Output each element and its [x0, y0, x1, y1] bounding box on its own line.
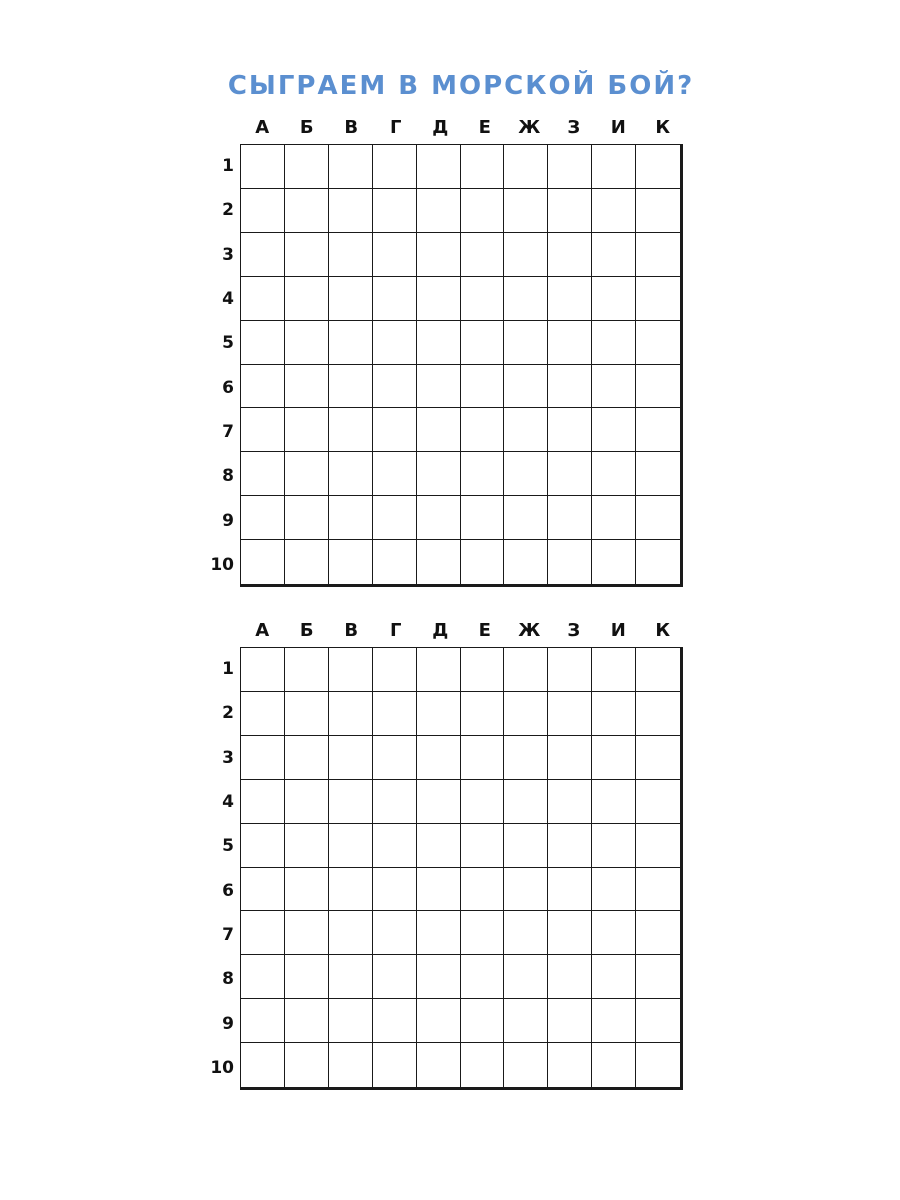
grid-cell[interactable]	[285, 408, 329, 452]
grid-cell[interactable]	[285, 452, 329, 496]
grid-cell[interactable]	[504, 496, 548, 540]
grid-cell[interactable]	[461, 365, 505, 409]
grid-cell[interactable]	[329, 540, 373, 584]
grid-cell[interactable]	[285, 277, 329, 321]
grid-cell[interactable]	[417, 496, 461, 540]
column-label: А	[255, 117, 270, 138]
grid-cell[interactable]	[636, 365, 680, 409]
grid-cell[interactable]	[636, 955, 680, 999]
column-label: Е	[478, 620, 491, 641]
grid-cell[interactable]	[461, 780, 505, 824]
grid-cell[interactable]	[504, 955, 548, 999]
grid-cell[interactable]	[592, 955, 636, 999]
grid-cell[interactable]	[285, 233, 329, 277]
grid-cell[interactable]	[504, 692, 548, 736]
row-label: 6	[222, 377, 234, 398]
grid-cell[interactable]	[461, 408, 505, 452]
grid-cell[interactable]	[285, 911, 329, 955]
grid-cell[interactable]	[548, 452, 592, 496]
row-label: 8	[222, 466, 234, 487]
grid-cell[interactable]	[548, 911, 592, 955]
grid-cell[interactable]	[504, 189, 548, 233]
row-label: 2	[222, 703, 234, 724]
column-label: Ж	[518, 620, 541, 641]
grid-cell[interactable]	[285, 824, 329, 868]
grid-cell[interactable]	[417, 145, 461, 189]
grid-cell[interactable]	[241, 868, 285, 912]
column-label: Д	[432, 117, 449, 138]
grid-cell[interactable]	[373, 540, 417, 584]
battleship-grid	[240, 647, 683, 1090]
column-label: В	[344, 117, 359, 138]
grid-cell[interactable]	[461, 321, 505, 365]
grid-cell[interactable]	[417, 277, 461, 321]
grid-cell[interactable]	[461, 648, 505, 692]
grid-cell[interactable]	[461, 145, 505, 189]
grid-cell[interactable]	[548, 780, 592, 824]
grid-cell[interactable]	[241, 736, 285, 780]
grid-cell[interactable]	[373, 277, 417, 321]
column-label: Г	[390, 620, 402, 641]
row-label: 1	[222, 659, 234, 680]
row-label: 7	[222, 924, 234, 945]
grid-cell[interactable]	[504, 824, 548, 868]
grid-cell[interactable]	[636, 408, 680, 452]
grid-cell[interactable]	[504, 277, 548, 321]
grid-cell[interactable]	[285, 736, 329, 780]
grid-cell[interactable]	[329, 277, 373, 321]
row-label: 9	[222, 510, 234, 531]
grid-cell[interactable]	[285, 496, 329, 540]
grid-cell[interactable]	[636, 452, 680, 496]
grid-cell[interactable]	[504, 868, 548, 912]
grid-cell[interactable]	[417, 452, 461, 496]
grid-cell[interactable]	[548, 824, 592, 868]
grid-cell[interactable]	[373, 496, 417, 540]
row-label: 3	[222, 747, 234, 768]
grid-cell[interactable]	[504, 365, 548, 409]
grid-cell[interactable]	[285, 365, 329, 409]
grid-cell[interactable]	[504, 145, 548, 189]
grid-cell[interactable]	[373, 911, 417, 955]
row-label: 3	[222, 244, 234, 265]
column-label: Б	[299, 620, 314, 641]
grid-cell[interactable]	[417, 408, 461, 452]
grid-cell[interactable]	[548, 408, 592, 452]
column-label: А	[255, 620, 270, 641]
grid-cell[interactable]	[285, 868, 329, 912]
grid-cell[interactable]	[548, 540, 592, 584]
row-label: 10	[210, 1057, 234, 1078]
row-label: 10	[210, 554, 234, 575]
grid-cell[interactable]	[417, 540, 461, 584]
grid-cell[interactable]	[461, 233, 505, 277]
row-labels	[200, 144, 236, 587]
grid-cell[interactable]	[417, 911, 461, 955]
grid-cell[interactable]	[373, 824, 417, 868]
grid-cell[interactable]	[329, 233, 373, 277]
grid-cell[interactable]	[636, 692, 680, 736]
grid-cell[interactable]	[417, 648, 461, 692]
grid-cell[interactable]	[548, 365, 592, 409]
grid-cell[interactable]	[504, 736, 548, 780]
grid-cell[interactable]	[373, 736, 417, 780]
grid-cell[interactable]	[285, 955, 329, 999]
grid-cell[interactable]	[592, 496, 636, 540]
row-label: 5	[222, 333, 234, 354]
grid-cell[interactable]	[461, 189, 505, 233]
row-labels	[200, 647, 236, 1090]
grid-cell[interactable]	[329, 780, 373, 824]
grid-cell[interactable]	[329, 824, 373, 868]
grid-cell[interactable]	[461, 452, 505, 496]
grid-cell[interactable]	[636, 496, 680, 540]
grid-cell[interactable]	[548, 496, 592, 540]
column-labels	[240, 616, 685, 646]
row-label: 2	[222, 200, 234, 221]
row-label: 4	[222, 792, 234, 813]
grid-cell[interactable]	[285, 540, 329, 584]
grid-cell[interactable]	[592, 189, 636, 233]
grid-cell[interactable]	[329, 365, 373, 409]
grid-cell[interactable]	[285, 1043, 329, 1087]
grid-cell[interactable]	[241, 648, 285, 692]
grid-cell[interactable]	[373, 780, 417, 824]
grid-cell[interactable]	[329, 911, 373, 955]
column-labels	[240, 113, 685, 143]
grid-cell[interactable]	[417, 780, 461, 824]
grid-cell[interactable]	[636, 824, 680, 868]
column-label: Ж	[518, 117, 541, 138]
grid-cell[interactable]	[373, 189, 417, 233]
grid-cell[interactable]	[417, 233, 461, 277]
grid-cell[interactable]	[417, 736, 461, 780]
column-label: Е	[478, 117, 491, 138]
grid-cell[interactable]	[461, 496, 505, 540]
grid-cell[interactable]	[592, 868, 636, 912]
grid-cell[interactable]	[592, 648, 636, 692]
grid-cell[interactable]	[504, 452, 548, 496]
grid-cell[interactable]	[636, 868, 680, 912]
grid-cell[interactable]	[373, 868, 417, 912]
row-label: 8	[222, 969, 234, 990]
battleship-board-top	[200, 113, 690, 589]
grid-cell[interactable]	[417, 321, 461, 365]
grid-cell[interactable]	[548, 868, 592, 912]
grid-cell[interactable]	[241, 955, 285, 999]
grid-cell[interactable]	[548, 1043, 592, 1087]
grid-cell[interactable]	[373, 233, 417, 277]
grid-cell[interactable]	[636, 233, 680, 277]
grid-cell[interactable]	[241, 233, 285, 277]
row-label: 6	[222, 880, 234, 901]
row-label: 9	[222, 1013, 234, 1034]
grid-cell[interactable]	[548, 277, 592, 321]
grid-cell[interactable]	[636, 540, 680, 584]
grid-cell[interactable]	[241, 540, 285, 584]
grid-cell[interactable]	[417, 868, 461, 912]
grid-cell[interactable]	[592, 736, 636, 780]
grid-cell[interactable]	[329, 736, 373, 780]
grid-cell[interactable]	[504, 321, 548, 365]
grid-cell[interactable]	[504, 648, 548, 692]
grid-cell[interactable]	[636, 189, 680, 233]
grid-cell[interactable]	[373, 321, 417, 365]
grid-cell[interactable]	[504, 999, 548, 1043]
grid-cell[interactable]	[417, 955, 461, 999]
grid-cell[interactable]	[548, 999, 592, 1043]
grid-cell[interactable]	[373, 408, 417, 452]
grid-cell[interactable]	[373, 955, 417, 999]
grid-cell[interactable]	[285, 780, 329, 824]
grid-cell[interactable]	[461, 824, 505, 868]
grid-cell[interactable]	[548, 145, 592, 189]
grid-cell[interactable]	[592, 452, 636, 496]
grid-cell[interactable]	[373, 365, 417, 409]
grid-cell[interactable]	[329, 321, 373, 365]
grid-cell[interactable]	[241, 692, 285, 736]
column-label: К	[655, 620, 671, 641]
grid-cell[interactable]	[241, 189, 285, 233]
grid-cell[interactable]	[373, 999, 417, 1043]
grid-cell[interactable]	[373, 1043, 417, 1087]
grid-cell[interactable]	[592, 277, 636, 321]
grid-cell[interactable]	[417, 824, 461, 868]
column-label: И	[610, 620, 626, 641]
grid-cell[interactable]	[373, 452, 417, 496]
battleship-grid	[240, 144, 683, 587]
grid-cell[interactable]	[504, 1043, 548, 1087]
grid-cell[interactable]	[592, 1043, 636, 1087]
grid-cell[interactable]	[548, 955, 592, 999]
column-label: Д	[432, 620, 449, 641]
grid-cell[interactable]	[636, 145, 680, 189]
grid-cell[interactable]	[373, 692, 417, 736]
grid-cell[interactable]	[592, 780, 636, 824]
column-label: В	[344, 620, 359, 641]
grid-cell[interactable]	[373, 648, 417, 692]
grid-cell[interactable]	[461, 277, 505, 321]
grid-cell[interactable]	[636, 277, 680, 321]
grid-cell[interactable]	[241, 1043, 285, 1087]
row-label: 1	[222, 156, 234, 177]
grid-cell[interactable]	[548, 736, 592, 780]
grid-cell[interactable]	[548, 692, 592, 736]
grid-cell[interactable]	[329, 999, 373, 1043]
grid-cell[interactable]	[285, 692, 329, 736]
grid-cell[interactable]	[504, 780, 548, 824]
grid-cell[interactable]	[592, 145, 636, 189]
grid-cell[interactable]	[241, 452, 285, 496]
row-label: 7	[222, 421, 234, 442]
grid-cell[interactable]	[329, 648, 373, 692]
grid-cell[interactable]	[504, 408, 548, 452]
grid-cell[interactable]	[241, 911, 285, 955]
grid-cell[interactable]	[285, 321, 329, 365]
grid-cell[interactable]	[636, 321, 680, 365]
grid-cell[interactable]	[504, 911, 548, 955]
grid-cell[interactable]	[461, 1043, 505, 1087]
column-label: З	[567, 620, 581, 641]
grid-cell[interactable]	[461, 955, 505, 999]
grid-cell[interactable]	[241, 277, 285, 321]
grid-cell[interactable]	[548, 233, 592, 277]
grid-cell[interactable]	[373, 145, 417, 189]
column-label: К	[655, 117, 671, 138]
grid-cell[interactable]	[592, 321, 636, 365]
grid-cell[interactable]	[592, 999, 636, 1043]
grid-cell[interactable]	[417, 189, 461, 233]
grid-cell[interactable]	[461, 911, 505, 955]
grid-cell[interactable]	[417, 999, 461, 1043]
grid-cell[interactable]	[241, 999, 285, 1043]
column-label: Б	[299, 117, 314, 138]
grid-cell[interactable]	[241, 780, 285, 824]
grid-cell[interactable]	[548, 321, 592, 365]
grid-cell[interactable]	[241, 408, 285, 452]
grid-cell[interactable]	[329, 868, 373, 912]
grid-cell[interactable]	[592, 233, 636, 277]
column-label: И	[610, 117, 626, 138]
grid-cell[interactable]	[461, 999, 505, 1043]
grid-cell[interactable]	[636, 999, 680, 1043]
grid-cell[interactable]	[329, 145, 373, 189]
grid-cell[interactable]	[548, 189, 592, 233]
grid-cell[interactable]	[285, 999, 329, 1043]
grid-cell[interactable]	[592, 911, 636, 955]
grid-cell[interactable]	[504, 540, 548, 584]
grid-cell[interactable]	[417, 1043, 461, 1087]
grid-cell[interactable]	[329, 408, 373, 452]
grid-cell[interactable]	[285, 648, 329, 692]
grid-cell[interactable]	[592, 824, 636, 868]
grid-cell[interactable]	[592, 540, 636, 584]
grid-cell[interactable]	[329, 189, 373, 233]
grid-cell[interactable]	[592, 408, 636, 452]
grid-cell[interactable]	[241, 321, 285, 365]
grid-cell[interactable]	[636, 736, 680, 780]
grid-cell[interactable]	[461, 692, 505, 736]
grid-cell[interactable]	[329, 955, 373, 999]
grid-cell[interactable]	[241, 365, 285, 409]
grid-cell[interactable]	[285, 189, 329, 233]
grid-cell[interactable]	[636, 1043, 680, 1087]
grid-cell[interactable]	[636, 648, 680, 692]
grid-cell[interactable]	[329, 692, 373, 736]
grid-cell[interactable]	[285, 145, 329, 189]
grid-cell[interactable]	[241, 824, 285, 868]
grid-cell[interactable]	[329, 452, 373, 496]
grid-cell[interactable]	[329, 496, 373, 540]
row-label: 4	[222, 289, 234, 310]
grid-cell[interactable]	[636, 911, 680, 955]
column-label: З	[567, 117, 581, 138]
grid-cell[interactable]	[329, 1043, 373, 1087]
grid-cell[interactable]	[461, 540, 505, 584]
grid-cell[interactable]	[241, 145, 285, 189]
grid-cell[interactable]	[461, 868, 505, 912]
row-label: 5	[222, 836, 234, 857]
page-title: СЫГРАЕМ В МОРСКОЙ БОЙ?	[227, 71, 695, 101]
grid-cell[interactable]	[504, 233, 548, 277]
grid-cell[interactable]	[241, 496, 285, 540]
grid-cell[interactable]	[417, 365, 461, 409]
grid-cell[interactable]	[592, 365, 636, 409]
grid-cell[interactable]	[461, 736, 505, 780]
grid-cell[interactable]	[548, 648, 592, 692]
grid-cell[interactable]	[592, 692, 636, 736]
grid-cell[interactable]	[417, 692, 461, 736]
battleship-board-bottom	[200, 616, 690, 1092]
column-label: Г	[390, 117, 402, 138]
grid-cell[interactable]	[636, 780, 680, 824]
